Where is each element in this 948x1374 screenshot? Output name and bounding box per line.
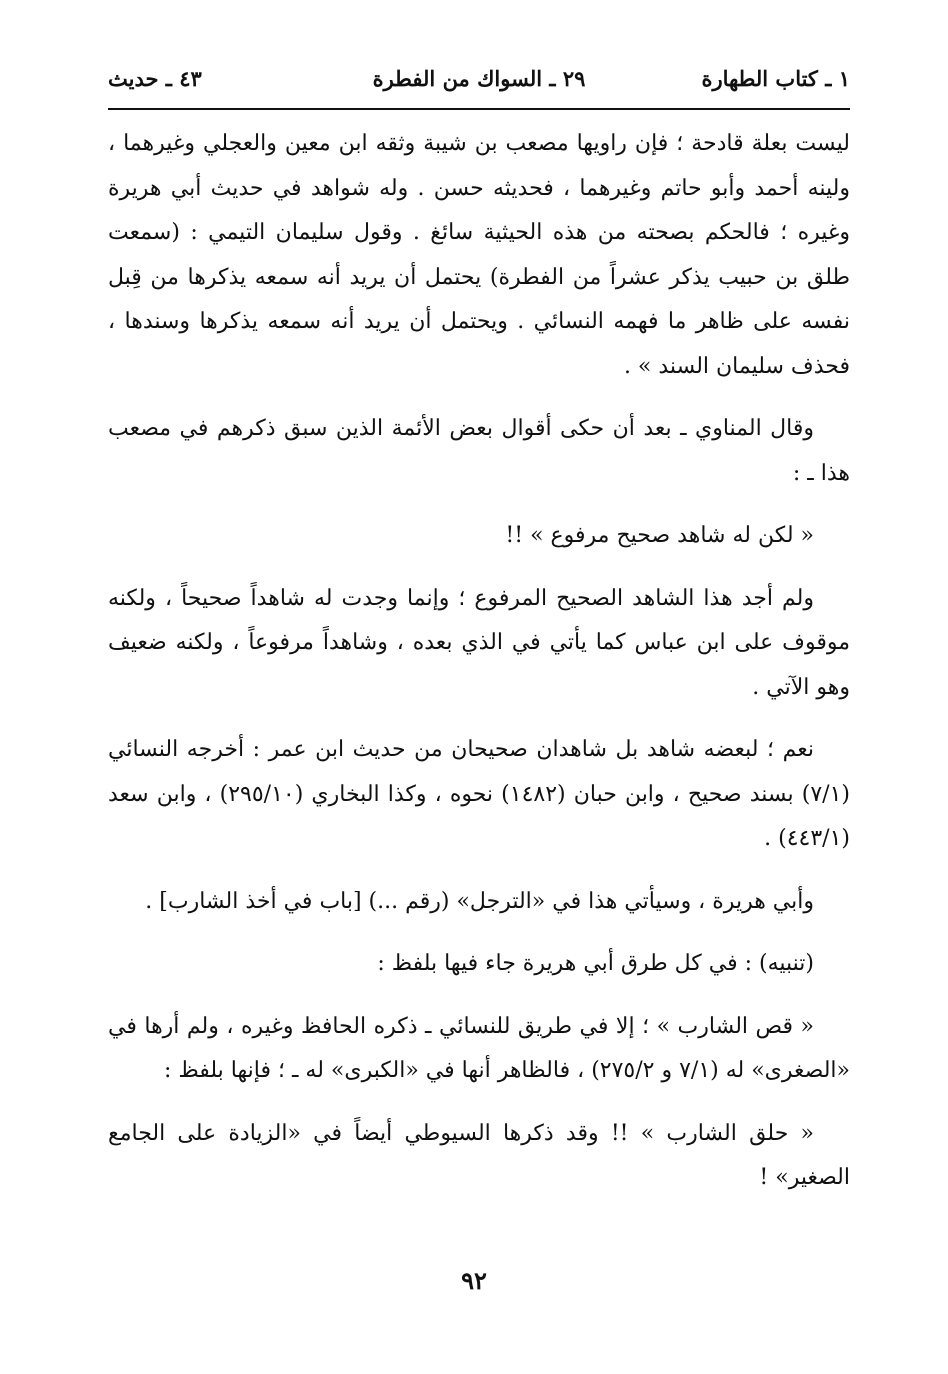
header-chapter-title: ٢٩ ـ السواك من الفطرة <box>372 66 586 91</box>
paragraph-2: وقال المناوي ـ بعد أن حكى أقوال بعض الأئمة الذين سبق ذكرهم في مصعب هذا ـ : <box>108 416 850 486</box>
header-divider <box>108 108 850 110</box>
page-body <box>108 122 850 1219</box>
header-hadith-number: ٤٣ ـ حديث <box>108 66 202 91</box>
paragraph-8: « قص الشارب » ؛ إلا في طريق للنسائي ـ ذكره الحافظ وغيره ، ولم أرها في «الصغرى» له (٧/١ و ٢٧٥/٢) ، فالظاهر أنها في «الكبرى» له ـ ؛ فإنها بلفظ : <box>108 1013 850 1083</box>
page-number: ٩٢ <box>461 1266 487 1295</box>
paragraph-6: وأبي هريرة ، وسيأتي هذا في «الترجل» (رقم ...) [باب في أخذ الشارب] . <box>145 888 814 914</box>
paragraph-3: « لكن له شاهد صحيح مرفوع » !! <box>505 523 814 548</box>
header-book-title: ١ ـ كتاب الطهارة <box>701 66 850 91</box>
running-header <box>108 66 850 102</box>
paragraph-1: ليست بعلة قادحة ؛ فإن راويها مصعب بن شيبة وثقه ابن معين والعجلي وغيرهما ، ولينه أحمد وأبو حاتم وغيرهما ، فحديثه حسن . وله شواهد في حديث أبي هريرة وغيره ؛ فالحكم بصحته من هذه الحيثية سائغ . وقول سليمان التيمي : (سمعت طلق بن حبيب يذكر عشراً من الفطرة) يحتمل أن يريد أنه سمعه يذكرها من قِبل نفسه على ظاهر ما فهمه النسائي . ويحتمل أن يريد أنه سمعه يذكرها وسندها ، فحذف سليمان السند » . <box>108 131 850 379</box>
paragraph-4: ولم أجد هذا الشاهد الصحيح المرفوع ؛ وإنما وجدت له شاهداً صحيحاً ، ولكنه موقوف على ابن عباس كما يأتي في الذي بعده ، وشاهداً مرفوعاً ، ولكنه ضعيف وهو الآتي . <box>108 585 850 700</box>
paragraph-9: « حلق الشارب » !! وقد ذكرها السيوطي أيضاً في «الزيادة على الجامع الصغير» ! <box>108 1120 850 1190</box>
paragraph-7: (تنبيه) : في كل طرق أبي هريرة جاء فيها بلفظ : <box>377 951 814 976</box>
paragraph-5: نعم ؛ لبعضه شاهد بل شاهدان صحيحان من حديث ابن عمر : أخرجه النسائي (٧/١) بسند صحيح ، وابن حبان (١٤٨٢) نحوه ، وكذا البخاري (٢٩٥/١٠) ، وابن سعد (٤٤٣/١) . <box>108 737 850 851</box>
